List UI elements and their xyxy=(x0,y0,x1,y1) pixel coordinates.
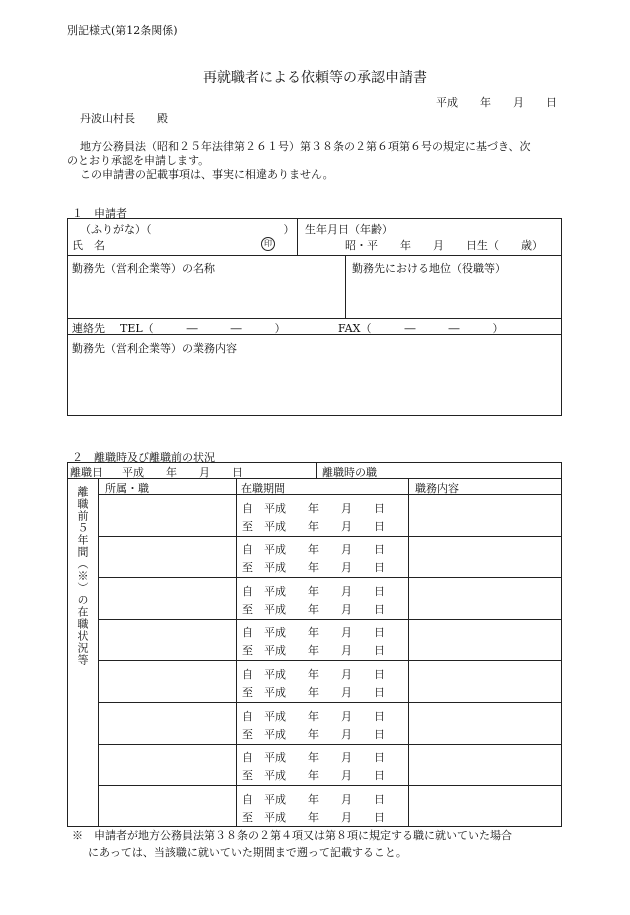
contact-label: 連絡先 xyxy=(72,322,105,335)
period-from-8[interactable]: 自 平成 年 月 日 xyxy=(242,793,385,806)
page-title: 再就職者による依頼等の承認申請書 xyxy=(203,70,427,86)
employer-position-field[interactable]: 勤務先における地位（役職等） xyxy=(352,262,506,275)
birth-field[interactable]: 昭・平 年 月 日生（ 歳） xyxy=(345,239,543,252)
birth-label: 生年月日（年齢） xyxy=(305,223,393,236)
retire-date-field[interactable]: 平成 年 月 日 xyxy=(122,466,243,479)
col-duties-header: 職務内容 xyxy=(415,482,459,495)
fax-field[interactable]: FAX（ ― ― ） xyxy=(338,322,504,335)
retire-date-label: 離職日 xyxy=(70,466,103,479)
intro-line-1: 地方公務員法（昭和２５年法律第２６１号）第３８条の２第６項第６号の規定に基づき、次 xyxy=(80,140,531,153)
intro-line-3: この申請書の記載事項は、事実に相違ありません。 xyxy=(80,168,334,181)
period-from-5[interactable]: 自 平成 年 月 日 xyxy=(242,668,385,681)
period-to-4[interactable]: 至 平成 年 月 日 xyxy=(242,644,385,657)
tel-field[interactable]: TEL（ ― ― ） xyxy=(120,322,286,335)
period-from-6[interactable]: 自 平成 年 月 日 xyxy=(242,710,385,723)
seal-mark: 印 xyxy=(261,237,275,251)
name-label: 氏 名 xyxy=(72,239,105,252)
col-period-header: 在職期間 xyxy=(241,482,285,495)
addressee: 丹波山村長 殿 xyxy=(80,112,168,125)
period-from-1[interactable]: 自 平成 年 月 日 xyxy=(242,502,385,515)
section2-heading: ２ 離職時及び離職前の状況 xyxy=(72,451,215,464)
period-from-2[interactable]: 自 平成 年 月 日 xyxy=(242,543,385,556)
period-to-2[interactable]: 至 平成 年 月 日 xyxy=(242,561,385,574)
business-field[interactable]: 勤務先（営利企業等）の業務内容 xyxy=(72,342,237,355)
period-to-1[interactable]: 至 平成 年 月 日 xyxy=(242,520,385,533)
period-from-4[interactable]: 自 平成 年 月 日 xyxy=(242,626,385,639)
period-to-6[interactable]: 至 平成 年 月 日 xyxy=(242,728,385,741)
intro-line-2: のとおり承認を申請します。 xyxy=(67,154,210,167)
period-to-5[interactable]: 至 平成 年 月 日 xyxy=(242,686,385,699)
retire-post-label: 離職時の職 xyxy=(322,466,377,479)
col-dept-header: 所属・職 xyxy=(105,482,149,495)
furigana-field[interactable]: （ふりがな）（ ） xyxy=(80,223,295,236)
history-vertical-label: 離職前５年間（※）の在職状況等 xyxy=(76,486,89,666)
period-from-7[interactable]: 自 平成 年 月 日 xyxy=(242,751,385,764)
period-to-7[interactable]: 至 平成 年 月 日 xyxy=(242,769,385,782)
section1-heading: １ 申請者 xyxy=(72,207,127,220)
period-to-3[interactable]: 至 平成 年 月 日 xyxy=(242,603,385,616)
footnote-line-2: にあっては、当該職に就いていた期間まで遡って記載すること。 xyxy=(88,846,407,859)
period-to-8[interactable]: 至 平成 年 月 日 xyxy=(242,811,385,824)
period-from-3[interactable]: 自 平成 年 月 日 xyxy=(242,585,385,598)
footnote-line-1: ※ 申請者が地方公務員法第３８条の２第４項又は第８項に規定する職に就いていた場合 xyxy=(72,829,512,842)
employer-name-field[interactable]: 勤務先（営利企業等）の名称 xyxy=(72,262,215,275)
form-label: 別記様式(第12条関係) xyxy=(67,24,178,37)
date-line: 平成 年 月 日 xyxy=(436,96,557,109)
